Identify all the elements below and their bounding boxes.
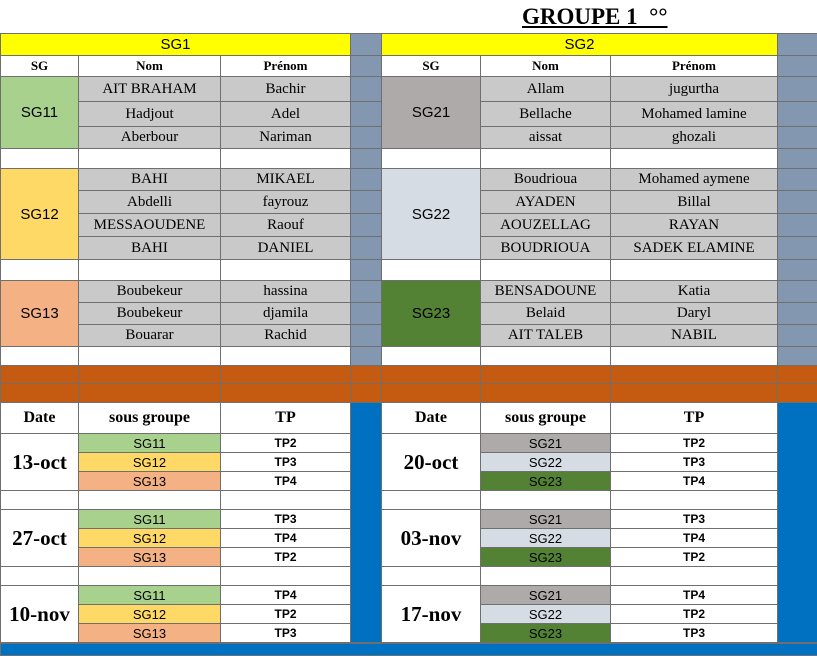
student-prenom[interactable]: Raouf <box>220 213 351 237</box>
separator-cell[interactable] <box>777 101 817 127</box>
student-nom[interactable]: Boudrioua <box>480 168 611 191</box>
empty-cell[interactable] <box>78 259 221 281</box>
session-tp[interactable]: TP4 <box>610 585 778 605</box>
session-subgroup[interactable]: SG11 <box>78 585 221 605</box>
student-prenom[interactable]: hassina <box>220 280 351 303</box>
session-date[interactable]: 27-oct <box>0 509 79 567</box>
column-header-sg[interactable]: SG <box>0 55 79 77</box>
student-prenom[interactable]: Katia <box>610 280 778 303</box>
orange-band-cell[interactable] <box>350 383 382 403</box>
empty-cell[interactable] <box>220 148 351 169</box>
separator-cell[interactable] <box>350 101 382 127</box>
empty-cell[interactable] <box>381 566 481 586</box>
student-nom[interactable]: Aberbour <box>78 126 221 149</box>
session-date[interactable]: 10-nov <box>0 585 79 643</box>
orange-band-cell[interactable] <box>480 383 611 403</box>
schedule-header-date[interactable]: Date <box>0 402 79 434</box>
session-date[interactable]: 03-nov <box>381 509 481 567</box>
orange-band-cell[interactable] <box>777 365 817 384</box>
empty-cell[interactable] <box>381 490 481 510</box>
student-prenom[interactable]: Billal <box>610 190 778 214</box>
student-nom[interactable]: Hadjout <box>78 101 221 127</box>
student-prenom[interactable]: SADEK ELAMINE <box>610 236 778 260</box>
orange-band-cell[interactable] <box>480 365 611 384</box>
column-header-nom[interactable]: Nom <box>78 55 221 77</box>
student-nom[interactable]: aissat <box>480 126 611 149</box>
student-prenom[interactable]: fayrouz <box>220 190 351 214</box>
orange-band-cell[interactable] <box>78 365 221 384</box>
session-subgroup[interactable]: SG22 <box>480 452 611 472</box>
subgroup-label-sg22[interactable]: SG22 <box>381 168 481 260</box>
session-tp[interactable]: TP2 <box>220 604 351 624</box>
session-date[interactable]: 17-nov <box>381 585 481 643</box>
student-nom[interactable]: Boubekeur <box>78 280 221 303</box>
empty-cell[interactable] <box>480 490 611 510</box>
student-nom[interactable]: MESSAOUDENE <box>78 213 221 237</box>
schedule-header-sous-groupe[interactable]: sous groupe <box>480 402 611 434</box>
column-header-sg[interactable]: SG <box>381 55 481 77</box>
separator-cell[interactable] <box>350 148 382 169</box>
empty-cell[interactable] <box>220 490 351 510</box>
separator-cell[interactable] <box>777 280 817 303</box>
orange-band-cell[interactable] <box>0 383 79 403</box>
student-nom[interactable]: BAHI <box>78 236 221 260</box>
student-nom[interactable]: AIT TALEB <box>480 324 611 347</box>
separator-cell[interactable] <box>777 33 817 56</box>
session-tp[interactable]: TP3 <box>220 452 351 472</box>
session-subgroup[interactable]: SG22 <box>480 604 611 624</box>
separator-cell[interactable] <box>777 236 817 260</box>
empty-cell[interactable] <box>0 346 79 366</box>
student-nom[interactable]: Abdelli <box>78 190 221 214</box>
session-subgroup[interactable]: SG22 <box>480 528 611 548</box>
separator-cell[interactable] <box>777 148 817 169</box>
empty-cell[interactable] <box>220 259 351 281</box>
separator-cell[interactable] <box>777 346 817 366</box>
session-subgroup[interactable]: SG21 <box>480 585 611 605</box>
empty-cell[interactable] <box>78 490 221 510</box>
separator-cell[interactable] <box>777 55 817 77</box>
orange-band-cell[interactable] <box>220 365 351 384</box>
session-subgroup[interactable]: SG23 <box>480 471 611 491</box>
separator-cell[interactable] <box>777 76 817 102</box>
separator-cell[interactable] <box>777 213 817 237</box>
session-subgroup[interactable]: SG11 <box>78 509 221 529</box>
separator-cell[interactable] <box>350 126 382 149</box>
subgroup-label-sg12[interactable]: SG12 <box>0 168 79 260</box>
empty-cell[interactable] <box>610 148 778 169</box>
session-subgroup[interactable]: SG12 <box>78 452 221 472</box>
empty-cell[interactable] <box>0 259 79 281</box>
separator-cell[interactable] <box>350 302 382 325</box>
session-subgroup[interactable]: SG13 <box>78 623 221 643</box>
page-title: GROUPE 1 °° <box>522 4 668 29</box>
subgroup-label-sg21[interactable]: SG21 <box>381 76 481 149</box>
separator-cell[interactable] <box>350 168 382 191</box>
student-prenom[interactable]: Adel <box>220 101 351 127</box>
session-tp[interactable]: TP4 <box>220 471 351 491</box>
student-prenom[interactable]: ghozali <box>610 126 778 149</box>
separator-cell[interactable] <box>350 55 382 77</box>
separator-column[interactable] <box>350 402 382 643</box>
session-date[interactable]: 13-oct <box>0 433 79 491</box>
session-tp[interactable]: TP2 <box>610 547 778 567</box>
student-nom[interactable]: Bellache <box>480 101 611 127</box>
student-prenom[interactable]: NABIL <box>610 324 778 347</box>
sg1-header[interactable]: SG1 <box>0 33 351 56</box>
student-prenom[interactable]: Nariman <box>220 126 351 149</box>
separator-cell[interactable] <box>777 302 817 325</box>
separator-cell[interactable] <box>350 259 382 281</box>
empty-cell[interactable] <box>480 566 611 586</box>
student-prenom[interactable]: DANIEL <box>220 236 351 260</box>
schedule-header-sous-groupe[interactable]: sous groupe <box>78 402 221 434</box>
student-nom[interactable]: Bouarar <box>78 324 221 347</box>
blue-band[interactable] <box>0 643 817 656</box>
session-tp[interactable]: TP3 <box>220 623 351 643</box>
empty-cell[interactable] <box>78 148 221 169</box>
empty-cell[interactable] <box>220 566 351 586</box>
session-tp[interactable]: TP3 <box>220 509 351 529</box>
separator-cell[interactable] <box>350 76 382 102</box>
empty-cell[interactable] <box>480 148 611 169</box>
session-tp[interactable]: TP4 <box>610 471 778 491</box>
session-subgroup[interactable]: SG12 <box>78 528 221 548</box>
column-header-prenom[interactable]: Prénom <box>220 55 351 77</box>
schedule-header-date[interactable]: Date <box>381 402 481 434</box>
session-tp[interactable]: TP2 <box>220 547 351 567</box>
separator-column[interactable] <box>777 402 817 643</box>
separator-cell[interactable] <box>777 324 817 347</box>
student-nom[interactable]: Boubekeur <box>78 302 221 325</box>
session-tp[interactable]: TP2 <box>220 433 351 453</box>
empty-cell[interactable] <box>0 148 79 169</box>
orange-band-cell[interactable] <box>350 365 382 384</box>
session-tp[interactable]: TP4 <box>220 528 351 548</box>
student-nom[interactable]: BAHI <box>78 168 221 191</box>
student-prenom[interactable]: Bachir <box>220 76 351 102</box>
empty-cell[interactable] <box>78 346 221 366</box>
student-nom[interactable]: AIT BRAHAM <box>78 76 221 102</box>
separator-cell[interactable] <box>350 280 382 303</box>
empty-cell[interactable] <box>480 259 611 281</box>
empty-cell[interactable] <box>220 346 351 366</box>
separator-cell[interactable] <box>350 213 382 237</box>
student-prenom[interactable]: Rachid <box>220 324 351 347</box>
session-subgroup[interactable]: SG13 <box>78 471 221 491</box>
subgroup-label-sg11[interactable]: SG11 <box>0 76 79 149</box>
orange-band-cell[interactable] <box>610 365 778 384</box>
orange-band-cell[interactable] <box>0 365 79 384</box>
column-header-prenom[interactable]: Prénom <box>610 55 778 77</box>
student-prenom[interactable]: jugurtha <box>610 76 778 102</box>
session-tp[interactable]: TP2 <box>610 604 778 624</box>
orange-band-cell[interactable] <box>610 383 778 403</box>
session-subgroup[interactable]: SG12 <box>78 604 221 624</box>
orange-band-cell[interactable] <box>777 383 817 403</box>
student-nom[interactable]: BENSADOUNE <box>480 280 611 303</box>
student-nom[interactable]: Allam <box>480 76 611 102</box>
empty-cell[interactable] <box>381 148 481 169</box>
student-nom[interactable]: BOUDRIOUA <box>480 236 611 260</box>
session-tp[interactable]: TP3 <box>610 452 778 472</box>
empty-cell[interactable] <box>0 490 79 510</box>
orange-band-cell[interactable] <box>220 383 351 403</box>
separator-cell[interactable] <box>777 168 817 191</box>
separator-cell[interactable] <box>350 33 382 56</box>
separator-cell[interactable] <box>350 324 382 347</box>
session-subgroup[interactable]: SG21 <box>480 509 611 529</box>
session-subgroup[interactable]: SG11 <box>78 433 221 453</box>
session-tp[interactable]: TP3 <box>610 623 778 643</box>
separator-cell[interactable] <box>777 126 817 149</box>
empty-cell[interactable] <box>381 346 481 366</box>
session-subgroup[interactable]: SG21 <box>480 433 611 453</box>
column-header-nom[interactable]: Nom <box>480 55 611 77</box>
session-subgroup[interactable]: SG13 <box>78 547 221 567</box>
empty-cell[interactable] <box>610 566 778 586</box>
empty-cell[interactable] <box>610 346 778 366</box>
session-tp[interactable]: TP4 <box>610 528 778 548</box>
session-subgroup[interactable]: SG23 <box>480 623 611 643</box>
separator-cell[interactable] <box>777 190 817 214</box>
student-prenom[interactable]: Mohamed aymene <box>610 168 778 191</box>
separator-cell[interactable] <box>350 236 382 260</box>
student-prenom[interactable]: Daryl <box>610 302 778 325</box>
orange-band-cell[interactable] <box>381 365 481 384</box>
empty-cell[interactable] <box>381 259 481 281</box>
orange-band-cell[interactable] <box>78 383 221 403</box>
empty-cell[interactable] <box>610 490 778 510</box>
schedule-header-tp[interactable]: TP <box>610 402 778 434</box>
student-nom[interactable]: AOUZELLAG <box>480 213 611 237</box>
separator-cell[interactable] <box>777 259 817 281</box>
empty-cell[interactable] <box>480 346 611 366</box>
separator-cell[interactable] <box>350 346 382 366</box>
student-prenom[interactable]: RAYAN <box>610 213 778 237</box>
empty-cell[interactable] <box>0 566 79 586</box>
subgroup-label-sg13[interactable]: SG13 <box>0 280 79 347</box>
separator-cell[interactable] <box>350 190 382 214</box>
session-tp[interactable]: TP3 <box>610 509 778 529</box>
session-tp[interactable]: TP2 <box>610 433 778 453</box>
student-prenom[interactable]: MIKAEL <box>220 168 351 191</box>
empty-cell[interactable] <box>78 566 221 586</box>
orange-band-cell[interactable] <box>381 383 481 403</box>
subgroup-label-sg23[interactable]: SG23 <box>381 280 481 347</box>
schedule-header-tp[interactable]: TP <box>220 402 351 434</box>
empty-cell[interactable] <box>610 259 778 281</box>
sg2-header[interactable]: SG2 <box>381 33 778 56</box>
student-nom[interactable]: AYADEN <box>480 190 611 214</box>
session-tp[interactable]: TP4 <box>220 585 351 605</box>
session-date[interactable]: 20-oct <box>381 433 481 491</box>
session-subgroup[interactable]: SG23 <box>480 547 611 567</box>
student-prenom[interactable]: Mohamed lamine <box>610 101 778 127</box>
student-prenom[interactable]: djamila <box>220 302 351 325</box>
student-nom[interactable]: Belaid <box>480 302 611 325</box>
